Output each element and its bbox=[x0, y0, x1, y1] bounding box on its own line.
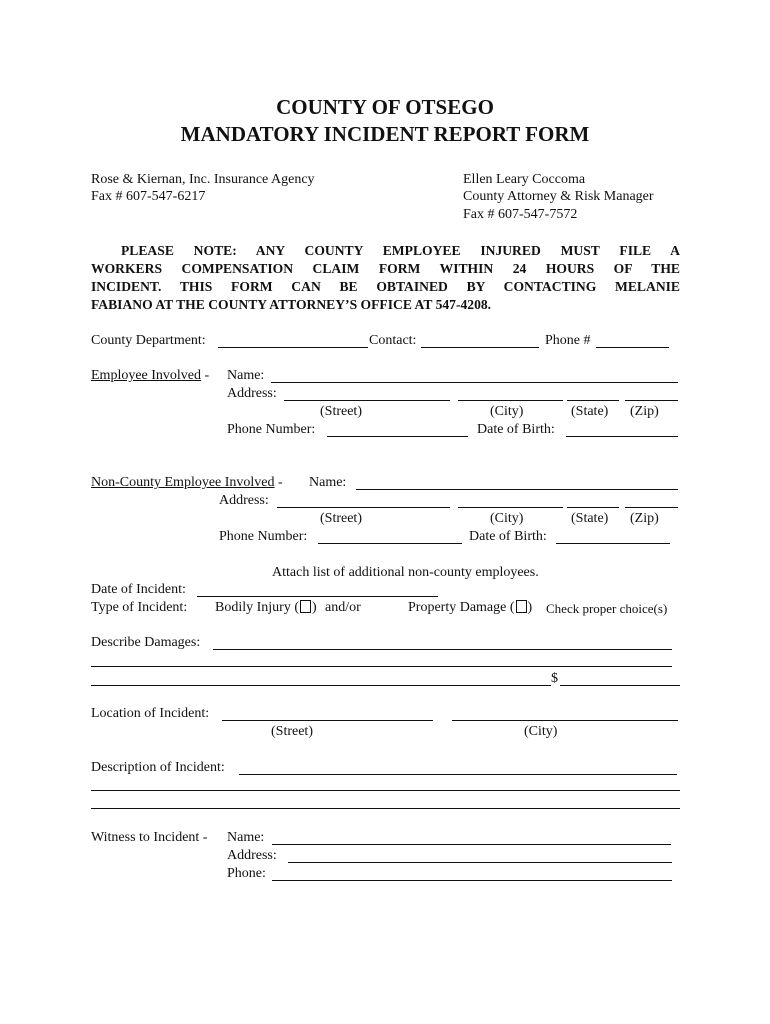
employee-name-field[interactable] bbox=[271, 368, 678, 383]
location-city-field[interactable] bbox=[452, 706, 678, 721]
employee-dob-label: Date of Birth: bbox=[477, 422, 555, 437]
attorney-fax: Fax # 607-547-7572 bbox=[463, 207, 578, 222]
date-of-incident-field[interactable] bbox=[197, 582, 438, 597]
agency-name: Rose & Kiernan, Inc. Insurance Agency bbox=[91, 172, 315, 187]
non-county-street-field[interactable] bbox=[277, 493, 450, 508]
employee-phone-field[interactable] bbox=[327, 422, 468, 437]
non-county-name-label: Name: bbox=[309, 475, 347, 490]
attach-list-note: Attach list of additional non-county employees. bbox=[272, 565, 539, 580]
dollar-sign: $ bbox=[551, 671, 558, 686]
witness-name-field[interactable] bbox=[272, 830, 671, 845]
witness-address-label: Address: bbox=[227, 848, 277, 863]
bodily-injury-option[interactable]: Bodily Injury ( ) bbox=[215, 600, 317, 615]
property-damage-checkbox[interactable] bbox=[516, 600, 527, 613]
witness-phone-field[interactable] bbox=[272, 866, 672, 881]
employee-state-field[interactable] bbox=[567, 386, 619, 401]
attorney-title: County Attorney & Risk Manager bbox=[463, 189, 654, 204]
describe-damages-line[interactable] bbox=[91, 685, 551, 686]
non-county-zip-caption: (Zip) bbox=[630, 511, 659, 526]
notice-line: FABIANO AT THE COUNTY ATTORNEY’S OFFICE AT 547-4208. bbox=[91, 297, 492, 312]
describe-damages-label: Describe Damages: bbox=[91, 635, 201, 650]
phone-field[interactable] bbox=[596, 333, 669, 348]
description-line[interactable] bbox=[91, 790, 680, 791]
please-note-paragraph bbox=[91, 242, 680, 314]
non-county-city-field[interactable] bbox=[458, 493, 563, 508]
non-county-employee-heading: Non-County Employee Involved - bbox=[91, 475, 283, 490]
witness-address-field[interactable] bbox=[288, 848, 672, 863]
non-county-phone-field[interactable] bbox=[318, 529, 462, 544]
employee-name-label: Name: bbox=[227, 368, 265, 383]
location-city-caption: (City) bbox=[524, 724, 558, 739]
employee-dob-field[interactable] bbox=[566, 422, 678, 437]
non-county-zip-field[interactable] bbox=[625, 493, 678, 508]
employee-phone-label: Phone Number: bbox=[227, 422, 316, 437]
employee-zip-caption: (Zip) bbox=[630, 404, 659, 419]
agency-fax: Fax # 607-547-6217 bbox=[91, 189, 206, 204]
employee-zip-field[interactable] bbox=[625, 386, 678, 401]
employee-address-label: Address: bbox=[227, 386, 277, 401]
description-of-incident-field[interactable] bbox=[239, 760, 677, 775]
non-county-dob-field[interactable] bbox=[556, 529, 670, 544]
notice-line: INCIDENT. THIS FORM CAN BE OBTAINED BY CONTACTING MELANIE bbox=[91, 279, 680, 294]
contact-field[interactable] bbox=[421, 333, 539, 348]
form-title-line2: MANDATORY INCIDENT REPORT FORM bbox=[180, 122, 590, 146]
location-street-caption: (Street) bbox=[271, 724, 313, 739]
and-or-text: and/or bbox=[325, 600, 361, 615]
non-county-phone-label: Phone Number: bbox=[219, 529, 308, 544]
employee-street-caption: (Street) bbox=[320, 404, 362, 419]
type-of-incident-label: Type of Incident: bbox=[91, 600, 188, 615]
employee-city-caption: (City) bbox=[490, 404, 524, 419]
county-department-label: County Department: bbox=[91, 333, 206, 348]
phone-label: Phone # bbox=[545, 333, 591, 348]
bodily-injury-checkbox[interactable] bbox=[300, 600, 311, 613]
employee-street-field[interactable] bbox=[284, 386, 450, 401]
property-damage-option[interactable]: Property Damage ( ) bbox=[408, 600, 533, 615]
non-county-dob-label: Date of Birth: bbox=[469, 529, 547, 544]
non-county-name-field[interactable] bbox=[356, 475, 678, 490]
witness-phone-label: Phone: bbox=[227, 866, 266, 881]
location-street-field[interactable] bbox=[222, 706, 433, 721]
damage-amount-field[interactable] bbox=[560, 671, 680, 686]
notice-line: WORKERS COMPENSATION CLAIM FORM WITHIN 24 HOURS OF THE bbox=[91, 261, 680, 276]
check-choice-note: Check proper choice(s) bbox=[546, 601, 668, 616]
employee-involved-heading: Employee Involved - bbox=[91, 368, 210, 383]
describe-damages-field[interactable] bbox=[213, 635, 672, 650]
non-county-street-caption: (Street) bbox=[320, 511, 362, 526]
attorney-name: Ellen Leary Coccoma bbox=[463, 172, 586, 187]
describe-damages-line[interactable] bbox=[91, 666, 672, 667]
non-county-address-label: Address: bbox=[219, 493, 269, 508]
employee-city-field[interactable] bbox=[458, 386, 563, 401]
witness-to-incident-label: Witness to Incident - bbox=[91, 830, 208, 845]
witness-name-label: Name: bbox=[227, 830, 265, 845]
notice-line: PLEASE NOTE: ANY COUNTY EMPLOYEE INJURED MUST FILE A bbox=[121, 243, 680, 258]
non-county-state-field[interactable] bbox=[567, 493, 619, 508]
location-of-incident-label: Location of Incident: bbox=[91, 706, 210, 721]
county-department-field[interactable] bbox=[218, 333, 368, 348]
non-county-city-caption: (City) bbox=[490, 511, 524, 526]
non-county-state-caption: (State) bbox=[571, 511, 609, 526]
description-line[interactable] bbox=[91, 808, 680, 809]
date-of-incident-label: Date of Incident: bbox=[91, 582, 186, 597]
description-of-incident-label: Description of Incident: bbox=[91, 760, 225, 775]
contact-label: Contact: bbox=[369, 333, 417, 348]
form-title-line1: COUNTY OF OTSEGO bbox=[276, 95, 494, 119]
employee-state-caption: (State) bbox=[571, 404, 609, 419]
